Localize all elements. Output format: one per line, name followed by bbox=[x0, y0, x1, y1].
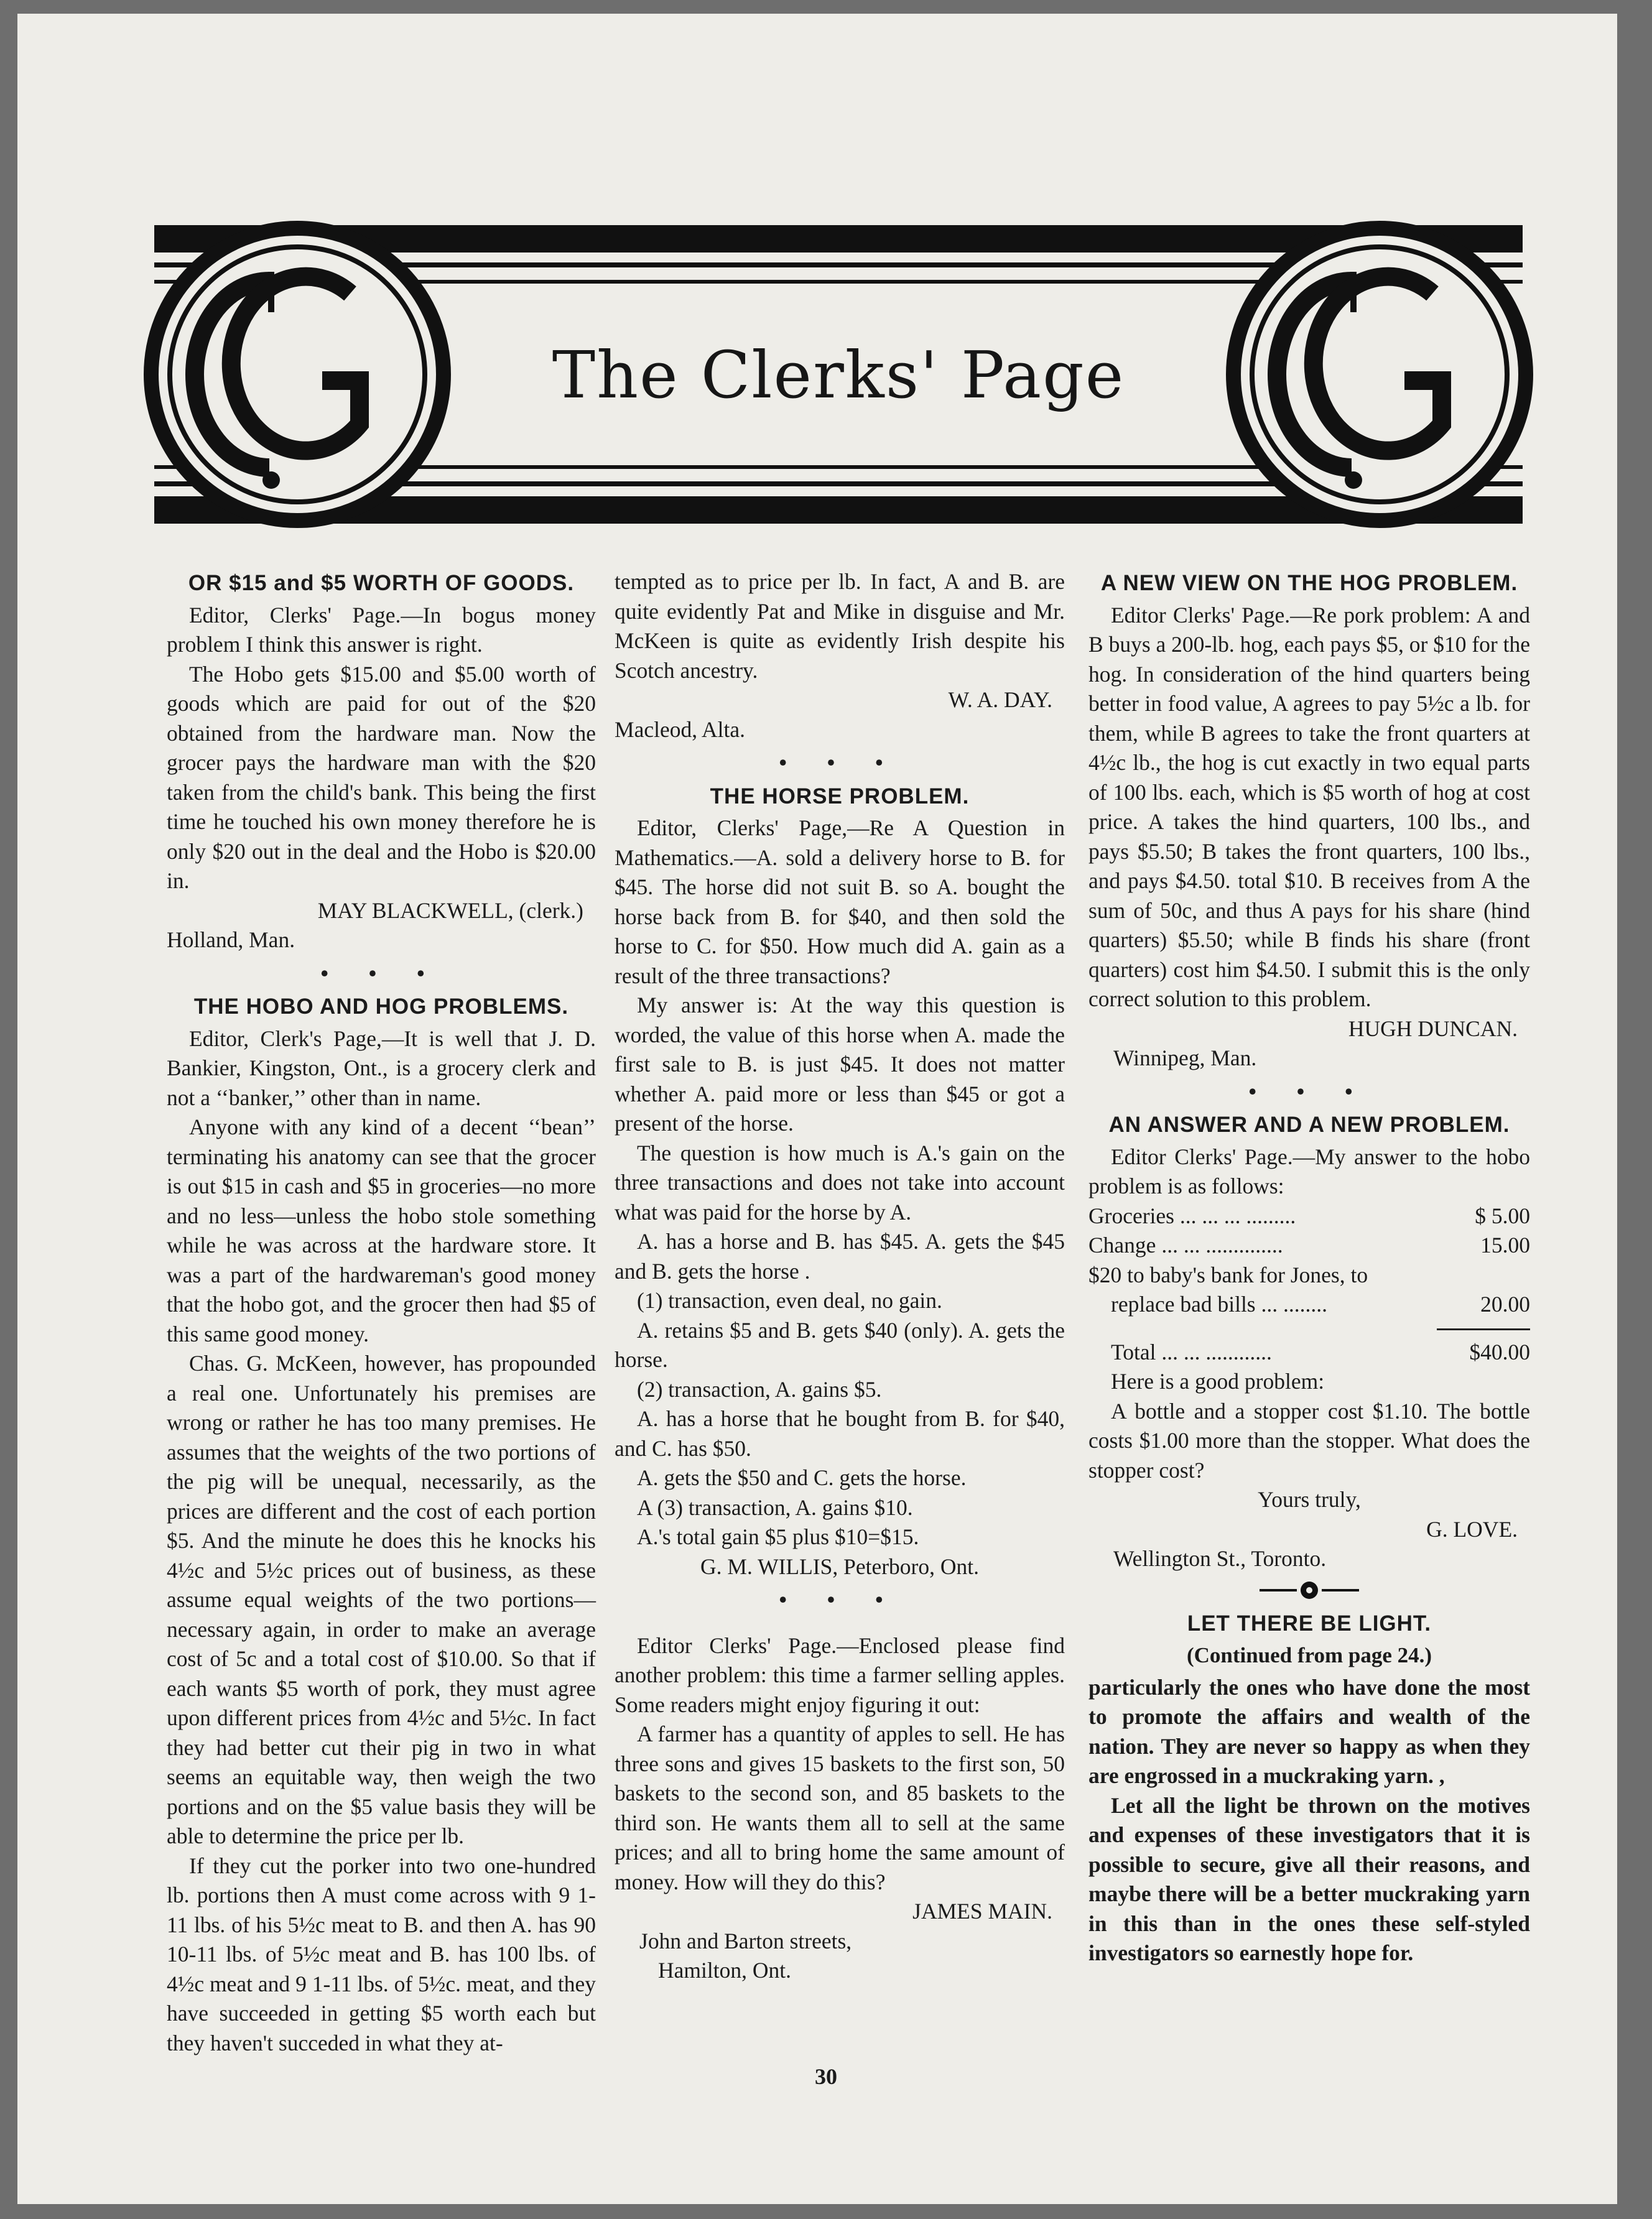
article-paragraph: The question is how much is A.'s gain on the three transactions and does not take into account what was paid for the horse by A. bbox=[615, 1140, 1065, 1225]
author-signature: W. A. DAY. bbox=[948, 687, 1052, 712]
article-heading: A NEW VIEW ON THE HOG PROBLEM. bbox=[1100, 571, 1518, 595]
article-paragraph: A. has a horse that he bought from B. for $40, and C. has $50. bbox=[615, 1406, 1065, 1461]
column-1 bbox=[167, 567, 596, 2058]
article-subheading: (Continued from page 24.) bbox=[1186, 1643, 1432, 1667]
article-paragraph: The Hobo gets $15.00 and $5.00 worth of goods which are paid for out of the $20 obtained from the hardware man. Now the grocer pays the hardware man with the $20 taken from the child's bank. This being the first time he touched his own money therefore he is only $20 out in the deal and the Hobo is $20.00 in. bbox=[167, 661, 596, 893]
section-divider-dots: • • • bbox=[1248, 1078, 1370, 1104]
author-location: Holland, Man. bbox=[167, 927, 295, 952]
ledger-label: Groceries ... ... ... ......... bbox=[1088, 1203, 1296, 1228]
article-paragraph: particularly the ones who have done the most to promote the affairs and wealth of the nation. They are never so happy as when they are engrossed in a muckraking yarn. , bbox=[1088, 1674, 1530, 1788]
page-number: 30 bbox=[815, 2064, 837, 2089]
ledger-label: replace bad bills ... ........ bbox=[1111, 1292, 1327, 1317]
author-signature: HUGH DUNCAN. bbox=[1348, 1016, 1518, 1041]
ledger-total-row bbox=[1088, 1338, 1530, 1368]
article-paragraph: My answer is: At the way this question is worded, the value of this horse when A. made the first sale to B. is just $45. It does not matter whether A. paid more or less than $45 or got a present of the horse. bbox=[615, 993, 1065, 1136]
ledger-label: $20 to baby's bank for Jones, to bbox=[1088, 1262, 1368, 1287]
author-signature: MAY BLACKWELL, (clerk.) bbox=[317, 897, 583, 923]
article-paragraph: Editor, Clerk's Page,—It is well that J. D. Bankier, Kingston, Ont., is a grocery clerk and not a ‘‘banker,’’ other than in name. bbox=[167, 1026, 596, 1110]
ledger-value: 15.00 bbox=[1480, 1233, 1530, 1258]
article-paragraph: A. retains $5 and B. gets $40 (only). A. gets the horse. bbox=[615, 1317, 1065, 1372]
cg-monogram-left-logo bbox=[136, 213, 459, 536]
ledger-value: 20.00 bbox=[1480, 1292, 1530, 1317]
article-paragraph: Editor Clerks' Page.—Re pork problem: A and B buys a 200-lb. hog, each pays $5, or $10 for the hog. In consideration of the hind quarters being better in food value, A agrees to pay 5½c a lb. for them, while B agrees to take the front quarters at 4½c lb., the hog is cut exactly in two equal parts of 100 lbs. each, which is $5 worth of hog at cost price. A takes the hind quarters, 100 lbs., and pays $5.50; B takes the front quarters, 100 lbs., and pays $4.50. total $10. B receives from A the sum of 50c, and thus A pays for his share (hind quarters) $5.50; while B finds his share (front quarters) cost him $4.50. I submit this is the only correct solution to this problem. bbox=[1088, 602, 1530, 1011]
article-paragraph: Anyone with any kind of a decent ‘‘bean’’ terminating his anatomy can see that the grocer is out $15 in cash and $5 in groceries—no more and no less—unless the hobo stole something while he was across at the hardware store. It was a part of the hardwareman's good money that the hobo got, and the grocer then had $5 of this same good money. bbox=[167, 1114, 596, 1346]
column-2 bbox=[615, 567, 1065, 1986]
article-paragraph: Editor, Clerks' Page,—Re A Question in Mathematics.—A. sold a delivery horse to B. for $45. The horse did not suit B. so A. bought the horse back from B. for $40, and then sold the horse to C. for $50. How much did A. gain as a result of the three transactions? bbox=[615, 815, 1065, 988]
section-divider-dots: • • • bbox=[779, 750, 901, 775]
ledger-table bbox=[1088, 1202, 1530, 1368]
article-paragraph: A. has a horse and B. has $45. A. gets the $45 and B. gets the horse . bbox=[615, 1229, 1065, 1284]
column-3 bbox=[1088, 567, 1530, 1968]
ledger-label: Change ... ... .............. bbox=[1088, 1233, 1283, 1258]
author-location: Macleod, Alta. bbox=[615, 716, 745, 742]
author-signature: G. M. WILLIS, Peterboro, Ont. bbox=[700, 1554, 979, 1579]
author-signature: G. LOVE. bbox=[1426, 1516, 1518, 1542]
article-paragraph: A farmer has a quantity of apples to sell. He has three sons and gives 15 baskets to the first son, 50 baskets to the second son, and 85 baskets to the third son. He wants them all to sell at the same prices; and all to bring home the same amount of money. How will they do this? bbox=[615, 1721, 1065, 1894]
article-heading: THE HOBO AND HOG PROBLEMS. bbox=[193, 994, 569, 1019]
article-paragraph: (2) transaction, A. gains $5. bbox=[637, 1376, 882, 1402]
section-divider-dots: • • • bbox=[779, 1587, 901, 1612]
article-paragraph: Editor Clerks' Page.—Enclosed please find another problem: this time a farmer selling apples. Some readers might enjoy figuring it out: bbox=[615, 1633, 1065, 1717]
article-heading: AN ANSWER AND A NEW PROBLEM. bbox=[1108, 1113, 1510, 1137]
ledger-total-value: $40.00 bbox=[1469, 1339, 1530, 1364]
ledger-row bbox=[1088, 1290, 1530, 1320]
author-location: Winnipeg, Man. bbox=[1113, 1045, 1257, 1070]
article-paragraph: Here is a good problem: bbox=[1111, 1369, 1325, 1394]
ledger-rule bbox=[1437, 1328, 1530, 1330]
author-location: John and Barton streets, bbox=[639, 1928, 852, 1953]
article-paragraph-continued: tempted as to price per lb. In fact, A and B. are quite evidently Pat and Mike in disguise and Mr. McKeen is quite as evidently Irish despite his Scotch ancestry. bbox=[615, 569, 1065, 683]
ledger-row bbox=[1088, 1202, 1530, 1231]
masthead-banner bbox=[136, 213, 1541, 536]
article-paragraph: A bottle and a stopper cost $1.10. The bottle costs $1.00 more than the stopper. What does the stopper cost? bbox=[1088, 1398, 1530, 1483]
flower-ornament-icon bbox=[1253, 1578, 1365, 1603]
page-sheet bbox=[17, 14, 1617, 2204]
ledger-row bbox=[1088, 1231, 1530, 1261]
article-paragraph: A.'s total gain $5 plus $10=$15. bbox=[637, 1524, 919, 1549]
article-heading: OR $15 and $5 WORTH OF GOODS. bbox=[188, 571, 575, 595]
article-paragraph: Chas. G. McKeen, however, has propounded a real one. Unfortunately his premises are wrong or rather he has too many premises. He assumes that the weights of the two portions of the pig will be unequal, necessarily, as the prices are different and the cost of each portion $5. And the minute he does this he knocks his 4½c and 5½c prices out of business, as these assume equal weights of the two portions—necessary again, in order to make an average cost of 5c and a total cost of $10.00. So that if each wants $5 worth of pork, they must agree upon different prices from 4½c and 5½c. In fact they had better cut their pig in two in what seems an equitable way, then weigh the two portions and on the $5 value basis they will be able to determine the price per lb. bbox=[167, 1351, 596, 1848]
page-title: The Clerks' Page bbox=[552, 337, 1125, 413]
article-heading: LET THERE BE LIGHT. bbox=[1187, 1611, 1432, 1636]
closing: Yours truly, bbox=[1258, 1487, 1361, 1512]
ledger-value: $ 5.00 bbox=[1475, 1203, 1530, 1228]
article-paragraph: A. gets the $50 and C. gets the horse. bbox=[637, 1465, 967, 1490]
article-paragraph: Let all the light be thrown on the motives and expenses of these investigators that it is possible to secure, give all their reasons, and maybe there will be a better muckraking yarn in this than in the ones these self-styled investigators so earnestly hope for. bbox=[1088, 1792, 1530, 1965]
cg-monogram-right-logo bbox=[1218, 213, 1541, 536]
author-location: Hamilton, Ont. bbox=[658, 1958, 791, 1983]
author-signature: JAMES MAIN. bbox=[912, 1899, 1052, 1924]
article-paragraph: If they cut the porker into two one-hundred lb. portions then A must come across with 9 1-11 lbs. of his 5½c meat to B. and then A. has 90 10-11 lbs. of 5½c meat and B. has 100 lbs. of 4½c meat and 9 1-11 lbs. of 5½c. meat, and they have succeeded in getting $5 worth each but they haven't succeded in what they at- bbox=[167, 1853, 596, 2055]
section-divider-dots: • • • bbox=[320, 960, 442, 986]
author-location: Wellington St., Toronto. bbox=[1113, 1546, 1327, 1571]
ledger-total-label: Total ... ... ............ bbox=[1111, 1339, 1272, 1364]
article-heading: THE HORSE PROBLEM. bbox=[710, 784, 970, 808]
article-paragraph: Editor Clerks' Page.—My answer to the hobo problem is as follows: bbox=[1088, 1144, 1530, 1198]
article-paragraph: A (3) transaction, A. gains $10. bbox=[637, 1494, 913, 1520]
ledger-row bbox=[1088, 1261, 1530, 1290]
article-paragraph: (1) transaction, even deal, no gain. bbox=[637, 1288, 942, 1313]
article-paragraph: Editor, Clerks' Page.—In bogus money problem I think this answer is right. bbox=[167, 602, 596, 657]
